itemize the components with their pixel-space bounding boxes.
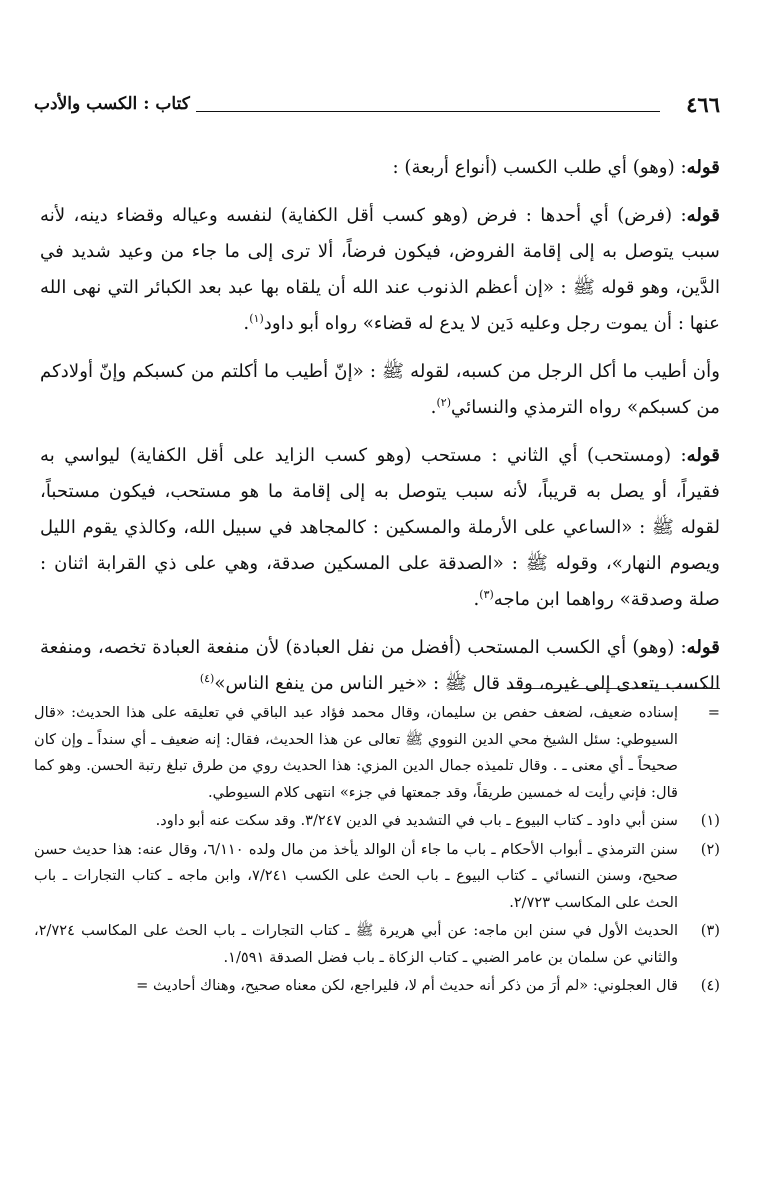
paragraph — [40, 438, 720, 618]
paragraph-tail: . — [430, 397, 437, 418]
footnote-ref[interactable]: (٢) — [436, 395, 451, 409]
paragraph-lead: قوله — [686, 205, 720, 226]
footnote-ref[interactable]: (٣) — [479, 587, 494, 601]
paragraph — [40, 198, 720, 342]
footnote-ref[interactable]: (٤) — [199, 671, 215, 685]
paragraph-body: : (ومستحب) أي الثاني : مستحب (وهو كسب الزايد على أقل الكفاية) ليواسي به فقيراً، أو يصل به قريباً، لأنه سبب يتوصل به إلى إقامة ما هو مستحب، فيكون مستحباً، لقوله ﷺ : «الساعي على الأرملة والمسكين : كالمجاهد في سبيل الله، وكالذي يقوم الليل ويصوم النهار»، وقوله ﷺ : «الصدقة على المسكين صدقة، وهي على ذي القرابة اثنان : صلة وصدقة» رواهما ابن ماجه — [40, 445, 720, 610]
paragraph — [40, 354, 720, 426]
page-number: ٤٦٦ — [686, 92, 720, 117]
paragraph-tail: . — [243, 313, 250, 334]
footnote-text: قال العجلوني: «لم أرَ من ذكر أنه حديث أم لا، فليراجع، لكن معناه صحيح، وهناك أحاديث = — [136, 977, 678, 994]
footnote-ref[interactable]: (١) — [249, 311, 264, 325]
paragraph-lead: قوله — [686, 445, 720, 466]
paragraph-lead: قوله — [686, 637, 720, 658]
footnote-mark: (٤) — [700, 977, 720, 994]
paragraph — [40, 630, 720, 702]
footnote — [34, 837, 720, 917]
footnote-mark: (٣) — [700, 922, 720, 939]
footnote-text: سنن الترمذي ـ أبواب الأحكام ـ باب ما جاء أن الوالد يأخذ من مال ولده ٦/١١٠، وقال عنه: هذا حديث حسن صحيح، وسنن النسائي ـ كتاب البيوع ـ باب الحث على الكسب ٧/٢٤١، وابن ماجه ـ كتاب التجارات ـ باب الحث على المكاسب ٢/٧٢٣. — [34, 840, 679, 911]
paragraph-body: : (وهو) أي طلب الكسب (أنواع أربعة) : — [392, 157, 687, 178]
paragraph-body: : (وهو) أي الكسب المستحب (أفضل من نفل العبادة) لأن منفعة العبادة تخصه، ومنفعة الكسب يتعدى إلى غيره، وقد قال ﷺ : «خير الناس من ينفع الناس» — [40, 637, 720, 694]
footnote-mark: (١) — [700, 812, 720, 829]
footnote-text: الحديث الأول في سنن ابن ماجه: عن أبي هريرة ﷺ ـ كتاب التجارات ـ باب الحث على المكاسب ٢/٧٢٤، والثاني عن سلمان بن عامر الضبي ـ كتاب الزكاة ـ باب فضل الصدقة ١/٥٩١. — [34, 922, 678, 966]
main-text — [40, 150, 720, 714]
paragraph-body: : (فرض) أي أحدها : فرض (وهو كسب أقل الكفاية) لنفسه وعياله وقضاء دينه، لأنه سبب يتوصل به إلى إقامة الفروض، فيكون فرضاً، ألا ترى إلى ما جاء من وعيد شديد في الدَّين، وهو قوله ﷺ : «إن أعظم الذنوب عند الله أن يلقاه بها عبد بعد الكبائر التي نهى الله عنها : أن يموت رجل وعليه دَين لا يدع له قضاء» رواه أبو داود — [40, 205, 720, 334]
footnote-text: سنن أبي داود ـ كتاب البيوع ـ باب في التشديد في الدين ٣/٢٤٧. وقد سكت عنه أبو داود. — [155, 812, 678, 829]
page-header — [34, 92, 720, 118]
footnote-separator — [508, 688, 720, 689]
footnote — [34, 973, 720, 1000]
footnote-mark: = — [707, 704, 720, 721]
footnote — [34, 808, 720, 835]
running-title: كتاب : الكسب والأدب — [34, 94, 190, 114]
header-rule — [196, 111, 660, 112]
footnotes — [34, 700, 720, 1002]
footnote — [34, 918, 720, 971]
paragraph — [40, 150, 720, 186]
footnote — [34, 700, 720, 806]
footnote-mark: (٢) — [700, 840, 720, 858]
paragraph-body: وأن أطيب ما أكل الرجل من كسبه، لقوله ﷺ : «إنّ أطيب ما أكلتم من كسبكم وإنّ أولادكم من كسبكم» رواه الترمذي والنسائي — [40, 361, 720, 418]
footnote-text: إسناده ضعيف، لضعف حفص بن سليمان، وقال محمد فؤاد عبد الباقي في تعليقه على هذا الحديث: «قال السيوطي: سئل الشيخ محي الدين النووي ﷺ تعالى عن هذا الحديث، فقال: إنه ضعيف ـ أي سنداً ـ وإن كان صحيحاً ـ أي معنى ـ . وقال تلميذه جمال الدين المزي: هذا الحديث روي من طرق تبلغ رتبة الحسن. وهو كما قال: فإني رأيت له خمسين طريقاً، وقد جمعتها في جزء» انتهى كلام السيوطي. — [34, 704, 678, 801]
paragraph-tail: . — [473, 589, 480, 610]
paragraph-lead: قوله — [686, 157, 720, 178]
